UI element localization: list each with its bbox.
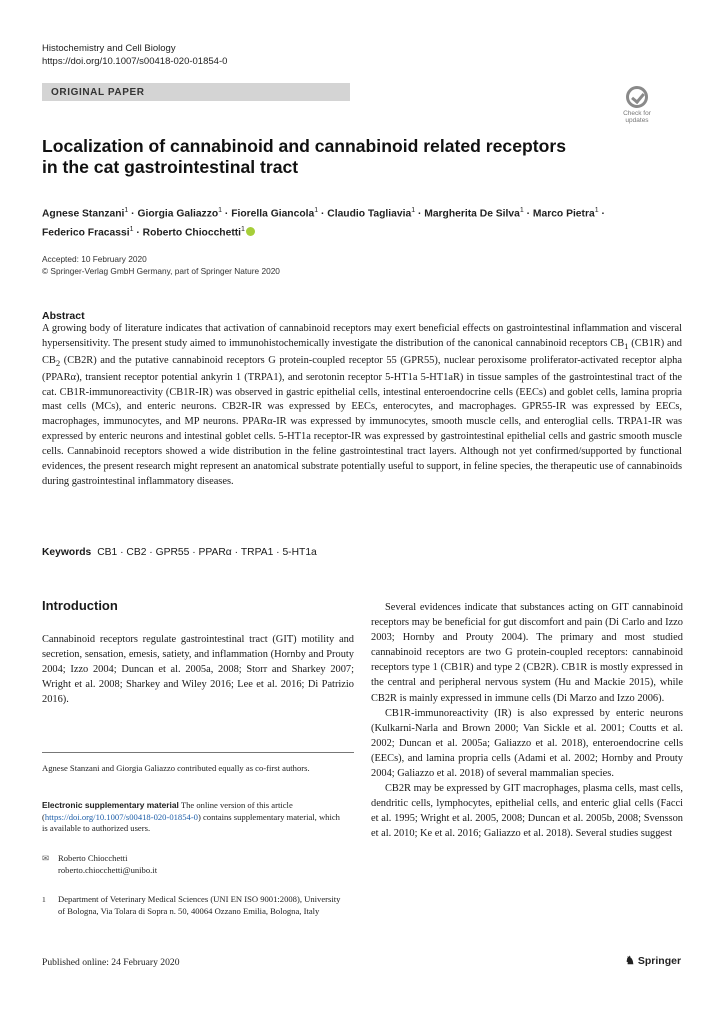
author-list: Agnese Stanzani$^1$ · Giorgia Galiazzo$^1$ · Fiorella Giancola$^1$ · Claudio Tagliavia$^1$ · Margherita De Silva$^1$ · Marco Pietra$^1$ · Federico Fracassi$^1$ · Roberto Chiocchetti$^1$ bbox=[42, 207, 605, 239]
abstract-heading: Abstract bbox=[42, 310, 85, 322]
check-for-updates-badge[interactable] bbox=[620, 86, 654, 124]
check-updates-label: Check for updates bbox=[623, 110, 651, 124]
intro-right-column bbox=[371, 600, 683, 842]
affiliation: 1 Department of Veterinary Medical Sciences (UNI EN ISO 9001:2008), University of Bologna, Via Tolara di Sopra n. 50, 40064 Ozzano Emilia, Bologna, Italy bbox=[42, 894, 341, 916]
envelope-icon: ✉ bbox=[42, 853, 50, 863]
author: Fiorella Giancola bbox=[231, 208, 315, 220]
journal-doi[interactable]: https://doi.org/10.1007/s00418-020-01854-0 bbox=[42, 56, 228, 67]
introduction-heading: Introduction bbox=[42, 598, 118, 613]
author: Margherita De Silva bbox=[424, 208, 520, 220]
paragraph: Several evidences indicate that substances acting on GIT cannabinoid receptors may be beneficial for gut discomfort and pain (Di Carlo and Izzo 2003; Hornby and Prouty 2004). The primary and most studied cannabinoid receptors are two G protein-coupled receptors: cannabinoid receptors type 1 (CB1R) and type 2 (CB2R). CB1R is mostly expressed in the central and peripheral nervous system (Hu and Mackie 2015), while CB2R is mainly expressed in immune cells (Di Marzo and Izzo 2006). bbox=[371, 602, 683, 704]
abstract-text: A growing body of literature indicates that activation of cannabinoid receptors may exert beneficial effects on gastrointestinal inflammation and visceral hypersensitivity. The present study aimed to immunohistochemically investigate the distribution of the canonical cannabinoid receptors $CB_1$ (CB1R) and $CB_2$ (CB2R) and the putative cannabinoid receptors G protein-coupled receptor 55 (GPR55), nuclear peroxisome proliferator-activated receptor alpha (PPARα), transient receptor potential ankyrin 1 (TRPA1), and serotonin receptor 5-HT1a 5-HT1aR) in tissue samples of the gastrointestinal tract of the cat. CB1R-immunoreactivity (CB1R-IR) was observed in gastric epithelial cells, intestinal enteroendocrine cells (EECs) and goblet cells, lamina propria mast cells (MCs), and enteric neurons. CB2R-IR was expressed by EECs, enterocytes, and macrophages. GPR55-IR was expressed by EECs, macrophages, immunocytes, and MP neurons. PPARα-IR was expressed by immunocytes, smooth muscle cells, and enteroglial cells. TRPA1-IR was expressed by enteric neurons and intestinal goblet cells. 5-HT1a receptor-IR was expressed by gastrointestinal epithelial cells and gastric smooth muscle cells. Cannabinoid receptors showed a wide distribution in the feline gastrointestinal tract layers. Although not yet confirmed/supported by functional evidences, the present research might represent an anatomical substrate potentially useful to support, in feline species, the therapeutic use of cannabinoids during gastrointestinal inflammatory diseases. bbox=[42, 323, 682, 487]
author: Agnese Stanzani bbox=[42, 208, 125, 220]
author: Roberto Chiocchetti bbox=[142, 227, 242, 239]
published-date: Published online: 24 February 2020 bbox=[42, 957, 180, 968]
equal-contribution-note: Agnese Stanzani and Giorgia Galiazzo contributed equally as co-first authors. bbox=[42, 763, 310, 773]
paragraph: CB2R may be expressed by GIT macrophages, plasma cells, mast cells, dendritic cells, lymphocytes, epithelial cells, and enteric glial cells (Facci et al. 1995; Wright et al. 2005, 2008; Duncan et al. 2005b, 2008; Svensson et al. 2010; Ke et al. 2016; Galiazzo et al. 2018). Several studies suggest bbox=[371, 783, 683, 840]
keywords-label: Keywords bbox=[42, 547, 92, 558]
keywords-list: CB1 · CB2 · GPR55 · PPARα · TRPA1 · 5-HT1a bbox=[97, 547, 317, 558]
author: Marco Pietra bbox=[532, 208, 595, 220]
supplementary-link[interactable]: https://doi.org/10.1007/s00418-020-01854-0 bbox=[44, 811, 198, 822]
journal-name: Histochemistry and Cell Biology bbox=[42, 43, 176, 54]
author: Giorgia Galiazzo bbox=[137, 208, 219, 220]
accepted-date: Accepted: 10 February 2020 bbox=[42, 254, 147, 264]
intro-left-column bbox=[42, 632, 354, 707]
paragraph: CB1R-immunoreactivity (IR) is also expressed by enteric neurons (Kulkarni-Narla and Brown 2000; Van Sickle et al. 2001; Coutts et al. 2002; Duncan et al. 2005a; Galiazzo et al. 2018), enteroendocrine cells (EECs), and lamina propria cells (Adami et al. 2002; Hornby and Prouty 2004; Galiazzo et al. 2018) of several mammalian species. bbox=[371, 707, 683, 780]
corresponding-author: ✉ Roberto Chiocchetti roberto.chiocchetti@unibo.it bbox=[42, 853, 354, 876]
keywords bbox=[42, 547, 317, 558]
article-title: Localization of cannabinoid and cannabinoid related receptors in the cat gastrointestinal tract bbox=[42, 136, 566, 177]
corresponding-email[interactable]: roberto.chiocchetti@unibo.it bbox=[58, 864, 158, 875]
dates-block bbox=[42, 254, 280, 277]
check-updates-icon bbox=[626, 86, 648, 108]
article-type-bar: ORIGINAL PAPER bbox=[42, 83, 350, 101]
publisher-logo: ♞ Springer bbox=[625, 955, 682, 967]
copyright: © Springer-Verlag GmbH Germany, part of Springer Nature 2020 bbox=[42, 265, 280, 276]
orcid-icon[interactable] bbox=[246, 227, 255, 236]
footnote-divider bbox=[42, 752, 354, 753]
springer-horse-icon: ♞ bbox=[625, 955, 635, 967]
journal-header bbox=[42, 42, 227, 68]
paragraph: Cannabinoid receptors regulate gastrointestinal tract (GIT) motility and secretion, sensation, emesis, satiety, and inflammation (Hornby and Prouty 2004; Izzo 2004; Duncan et al. 2005a, 2008; Storr and Sharkey 2007; Wright et al. 2008; Sharkey and Wiley 2016; Lee et al. 2016; Di Patrizio 2016). bbox=[42, 634, 354, 706]
supplementary-note: Electronic supplementary material The online version of this article (https://doi.org/10.1007/s00418-020-01854-0) contains supplementary material, which is available to authorized users. bbox=[42, 800, 340, 834]
author: Federico Fracassi bbox=[42, 227, 130, 239]
author: Claudio Tagliavia bbox=[327, 208, 412, 220]
